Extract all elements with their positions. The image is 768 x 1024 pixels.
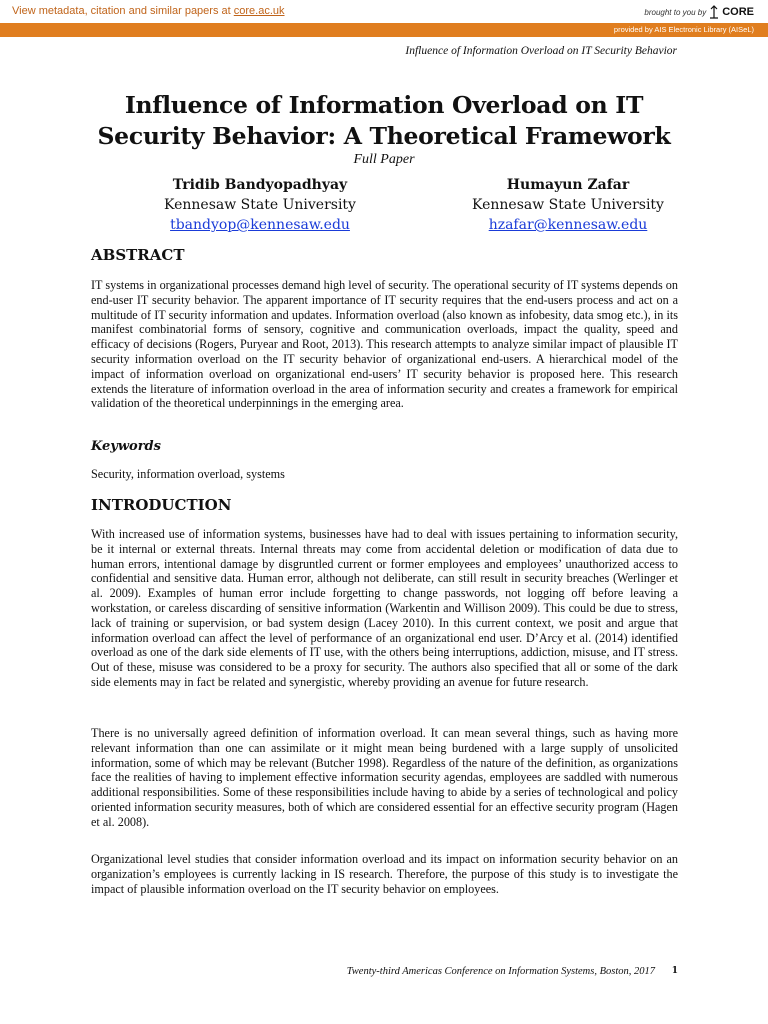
core-logo-icon: [709, 5, 719, 19]
core-logo-text: CORE: [722, 6, 754, 18]
abstract-text: IT systems in organizational processes demand high level of security. The operational security of IT systems depends on end-user IT security behavior. The apparent importance of IT security requires that the end-users process and act on a multitude of IT security information and updates. Information overload (also known as infobesity, data smog etc.), in its manifest combinatorial forms of sensory, cognitive and communication overloads, impact the quality, speed and efficacy of decisions (Rogers, Puryear and Root, 2013). This research attempts to analyze similar impact of plausible IT security information overload on the IT security behavior of organizational end-users. A hierarchical model of the impact of information overload on organizational end-users’ IT security behavior is proposed here. This research extends the literature of information overload in the area of information security and creates a framework for empirical validation of the theoretical underpinnings in the emerging area.: [91, 278, 678, 411]
core-metadata-link[interactable]: View metadata, citation and similar papers at core.ac.uk: [12, 5, 285, 17]
keywords-text: Security, information overload, systems: [91, 467, 285, 481]
author-name: Humayun Zafar: [506, 177, 630, 193]
author-email-link[interactable]: hzafar@kennesaw.edu: [488, 217, 648, 233]
author-block-1: [110, 175, 410, 235]
author-email-link[interactable]: tbandyop@kennesaw.edu: [170, 217, 350, 233]
author-block-2: [418, 175, 718, 235]
keywords-heading: Keywords: [91, 439, 161, 454]
paper-type: Full Paper: [353, 152, 415, 167]
title-line-2: Security Behavior: A Theoretical Framework: [97, 122, 671, 150]
author-name: Tridib Bandyopadhyay: [172, 177, 348, 193]
author-affiliation: Kennesaw State University: [164, 197, 356, 213]
core-brand[interactable]: [644, 3, 754, 21]
author-affiliation: Kennesaw State University: [472, 197, 664, 213]
page-number: 1: [671, 966, 678, 976]
provided-by-text[interactable]: provided by AIS Electronic Library (AISeL): [613, 25, 754, 34]
introduction-heading: INTRODUCTION: [91, 496, 232, 514]
abstract-heading: ABSTRACT: [91, 246, 185, 264]
intro-paragraph-2: There is no universally agreed definition of information overload. It can mean several things, such as having more relevant information than one can assimilate or it might mean being burdened with a large supply of unsolicited information, some of which may be relevant (Butcher 1998). Regardless of the nature of the definition, as organizations face the realities of having to implement effective information security agendas, employees are saddled with numerous additional responsibilities. Some of these responsibilities include having to abide by a series of technological and policy oriented information security measures, both of which are considered essential for an effective security program (Hagen et al. 2008).: [91, 726, 678, 829]
core-banner: [0, 0, 768, 24]
paper-title: [0, 90, 768, 152]
intro-paragraph-1: With increased use of information systems, businesses have had to deal with issues pertaining to information security, be it internal or external threats. Internal threats may come from accidental deletion or modification of data due to human errors, intentional damage by disgruntled current or former employees and employees’ unauthorized access to confidential and sensitive data. Human error, although not deliberate, can still result in security breaches (Werlinger et al. 2009). Examples of human error include forgetting to change passwords, not logging off before leaving a workstation, or careless discarding of sensitive information (Warkentin and Willison 2009). This could be due to stress, lack of training or supervision, or bad system design (Lacey 2010). In this current context, we posit and argue that information overload can affect the level of performance of an organizational end user. D’Arcy et al. (2014) identified overload as one of the dark side elements of IT use, with the others being interruptions, addiction, misuse, and IT stress. Out of these, misuse was considered to be a proxy for security. The authors also specified that all or some of the dark side elements may in fact be related and synergistic, whereby providing an avenue for future research.: [91, 527, 678, 689]
title-line-1: Influence of Information Overload on IT: [124, 91, 644, 119]
intro-paragraph-3: Organizational level studies that consider information overload and its impact on information security behavior on an organization’s employees is currently lacking in IS research. Therefore, the purpose of this study is to investigate the impact of plausible information overload on the IT security behavior on employees.: [91, 852, 678, 896]
page-footer: Twenty-third Americas Conference on Information Systems, Boston, 2017: [346, 966, 655, 977]
brought-by-text: brought to you by: [644, 7, 707, 17]
provided-by-bar: [0, 24, 768, 37]
running-head: Influence of Information Overload on IT Security Behavior: [405, 45, 677, 57]
core-site-link[interactable]: core.ac.uk: [233, 5, 285, 17]
